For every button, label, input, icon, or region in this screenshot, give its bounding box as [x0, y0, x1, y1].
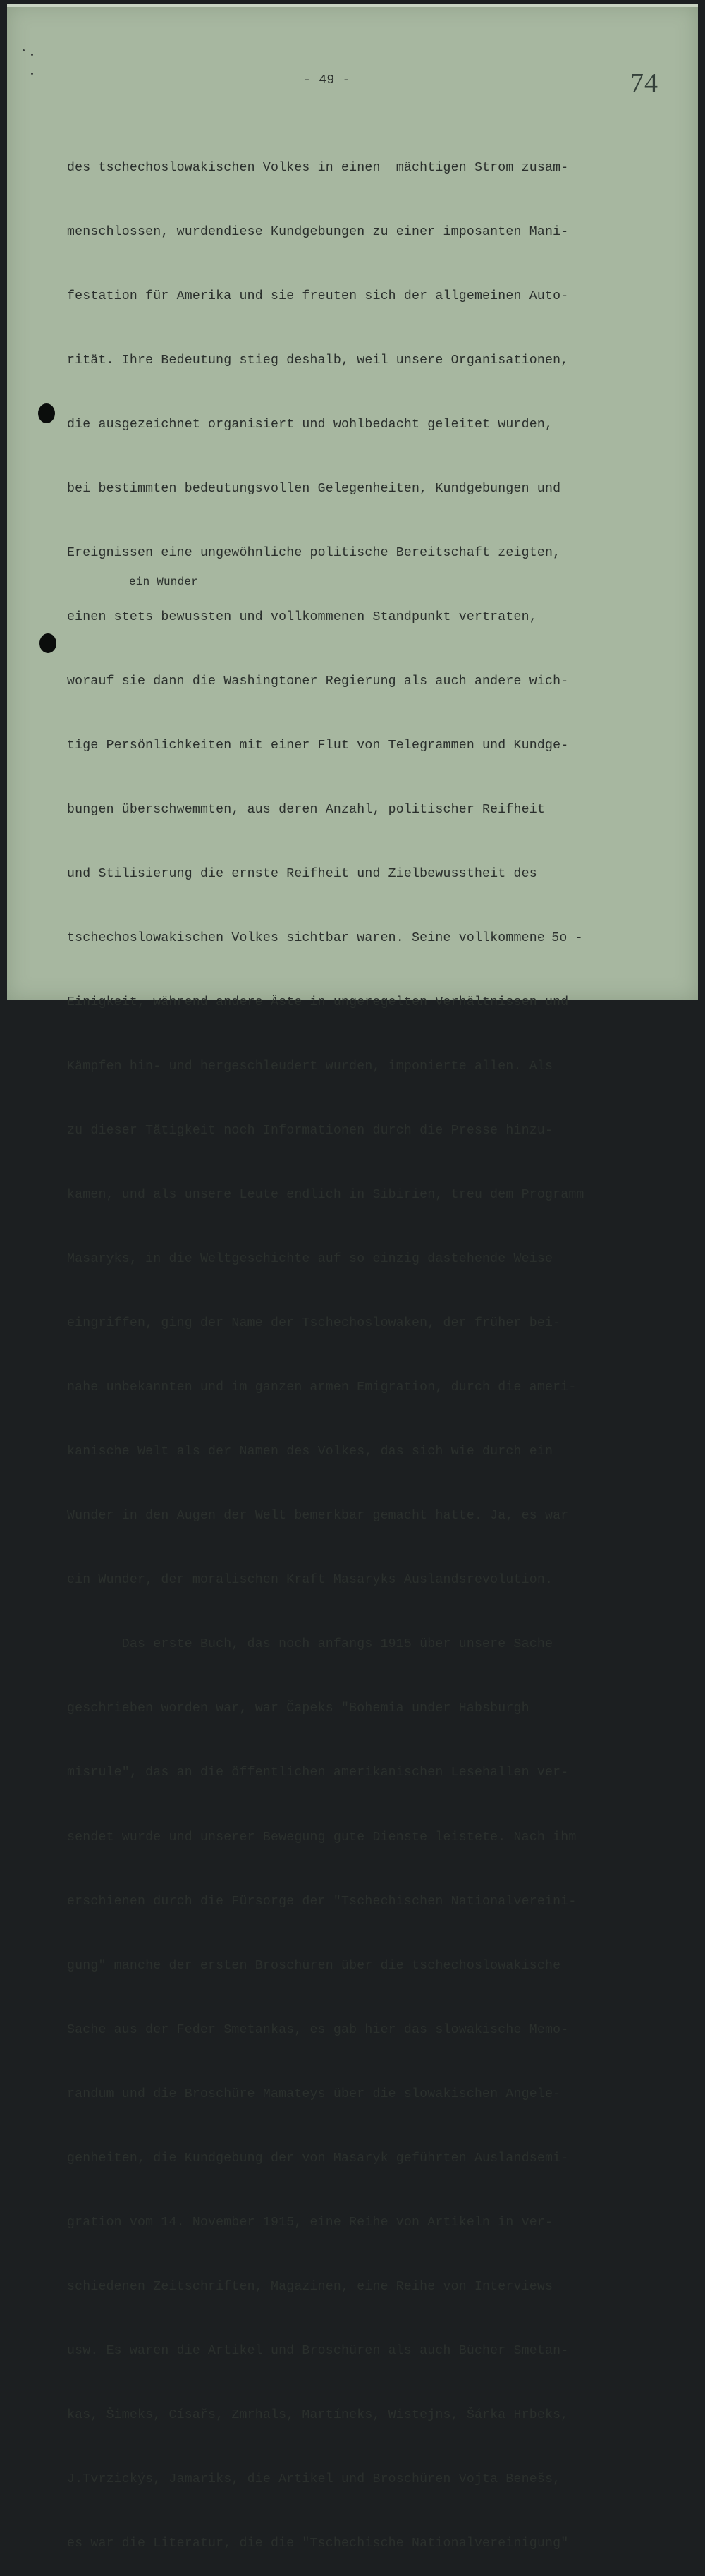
text-line: Einigkeit, während andere Äste in ungeregelten Verhältnissen und — [67, 995, 569, 1010]
text-line: kanische Welt als der Namen des Volkes, das sich wie durch ein — [67, 1445, 553, 1459]
text-line: Wunder in den Augen der Welt bemerkbar gemacht hatte. Ja, es war — [67, 1509, 569, 1524]
text-line: tschechoslowakischen Volkes sichtbar waren. Seine vollkommene — [67, 931, 545, 946]
text-line: usw. Es waren die Artikel und Broschüren als auch Bücher Smetan- — [67, 2343, 569, 2358]
text-line: gung" manche der ersten Broschüren über die tschechoslowakische — [67, 1958, 561, 1973]
text-line: randum und die Broschüre Mamateys über die slowakischen Angele- — [67, 2086, 561, 2101]
text-line: menschlossen, wurdendiese Kundgebungen zu einer imposanten Mani- — [67, 224, 569, 239]
text-line: zu dieser Tätigkeit noch Informationen durch die Presse hinzu- — [67, 1124, 553, 1138]
text-line: bei bestimmten bedeutungsvollen Gelegenheiten, Kundgebungen und — [67, 481, 561, 496]
text-line: rität. Ihre Bedeutung stieg deshalb, weil unsere Organisationen, — [67, 353, 569, 367]
archive-number: 74 — [630, 68, 658, 98]
scan-speck — [31, 73, 33, 75]
punch-hole — [39, 633, 56, 653]
text-line: erschienen durch die Fürsorge der "Tschechischen Nationalvereini- — [67, 1894, 577, 1909]
text-line: schiedenen Zeitschriften, Magazinen, eine Reihe von Interviews — [67, 2279, 553, 2294]
text-line: eingriffen, ging der Name der Tschechoslowaken, der früher bei- — [67, 1316, 561, 1331]
text-line: festation für Amerika und sie freuten sich der allgemeinen Auto- — [67, 288, 569, 303]
text-line: des tschechoslowakischen Volkes in einen mächtigen Strom zusam- — [67, 160, 569, 175]
text-line: Ereignissen eine ungewöhnliche politische Bereitschaft zeigten, — [67, 545, 561, 560]
text-line: misrule", das an die öffentlichen amerikanischen Lesehallen ver- — [67, 1766, 569, 1780]
text-line: worauf sie dann die Washingtoner Regierung als auch andere wich- — [67, 674, 569, 688]
text-line: J.Tvrzickýs, Jamariks, die Artikel und Broschüren Vojta Benešs, — [67, 2472, 561, 2486]
text-line: tige Persönlichkeiten mit einer Flut von Telegrammen und Kundge- — [67, 738, 569, 753]
text-line: gration vom 14. November 1915, eine Reihe von Artikeln in ver- — [67, 2215, 553, 2230]
text-line: einen stets bewussten und vollkommenen Standpunkt vertraten, — [67, 609, 537, 624]
punch-hole — [38, 403, 55, 423]
text-line: bungen überschwemmten, aus deren Anzahl, politischer Reifheit — [67, 803, 545, 817]
text-line: kas, Šimeks, Císařs, Zmrhals, Martíneks, Wistejns, Šárka Hrbeks, — [67, 2407, 569, 2422]
text-line: Das erste Buch, das noch anfangs 1915 über unsere Sache — [67, 1637, 553, 1652]
body-text — [67, 114, 584, 2576]
text-line: Masaryks, in die Weltgeschichte auf so einzig dastehende Weise — [67, 1252, 553, 1267]
text-line: Sache aus der Feder Smetankas, es gab hier das slowakische Memo- — [67, 2022, 569, 2037]
text-line: genheiten, die Kundgebung der von Masaryk geführten Auslandsemi- — [67, 2151, 569, 2165]
handwritten-insertion: ein Wunder — [129, 576, 199, 588]
text-line: kamen, und als unsere Leute endlich in Sibirien, treu dem Programm — [67, 1188, 584, 1203]
text-line: ein Wunder, der moralischen Kraft Masaryks Auslandsrevolution. — [67, 1573, 553, 1588]
scan-speck — [31, 54, 33, 56]
text-line: es war die Literatur, die die "Tschechische Nationalvereinigung" — [67, 2536, 569, 2551]
text-line: sendet wurde und unserer Bewegung gute Dienste leistete. Nach ihm — [67, 1830, 577, 1845]
text-line: nahe unbekannten und im ganzen armen Emigration, durch die ameri- — [67, 1380, 577, 1395]
next-page-number: - 5o - — [536, 931, 583, 945]
text-line: geschrieben worden war, war Čapeks "Bohemia under Habsburgh — [67, 1701, 529, 1716]
text-line: die ausgezeichnet organisiert und wohlbedacht geleitet wurden, — [67, 417, 553, 432]
page-number: - 49 - — [303, 73, 350, 87]
scan-speck — [23, 49, 25, 51]
text-line: und Stilisierung die ernste Reifheit und Zielbewusstheit des — [67, 867, 537, 882]
text-line: Kämpfen hin- und hergeschleudert wurden, imponierte allen. Als — [67, 1059, 553, 1074]
